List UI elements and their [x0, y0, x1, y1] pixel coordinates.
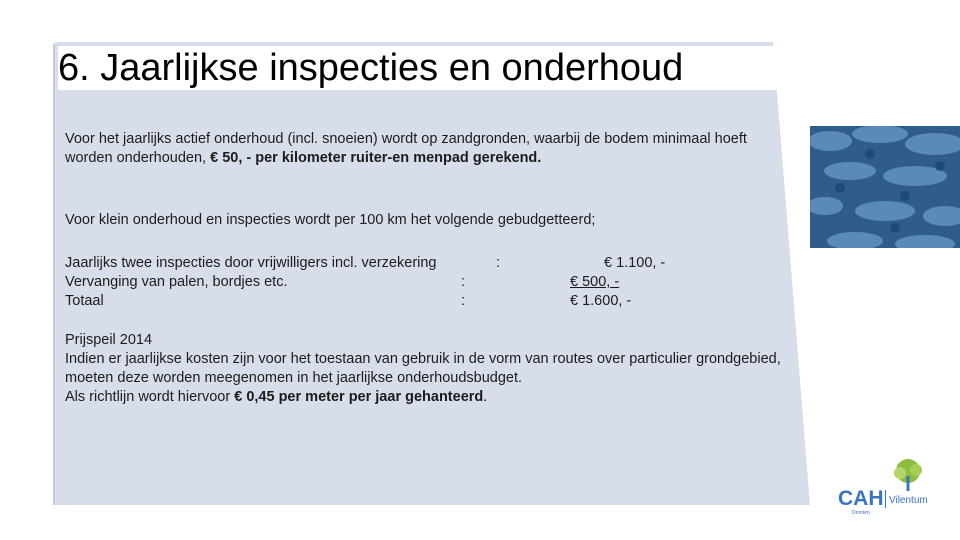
cost-amount-total: € 1.600, - [570, 293, 632, 309]
private-land-text: Indien er jaarlijkse kosten zijn voor het toestaan van gebruik in de vorm van routes over particulier grondgebied, moeten deze worden meegenomen in het jaarlijkse onderhoudsbudget. [65, 351, 781, 386]
cost-label: Totaal [65, 293, 104, 309]
cost-label: Vervanging van palen, bordjes etc. [65, 274, 288, 290]
paragraph-maintenance [65, 130, 785, 168]
logo-tree-icon [889, 458, 927, 494]
cost-amount: € 500, - [570, 274, 620, 290]
cost-amount: € 1.100, - [604, 255, 666, 271]
cost-colon: : [496, 255, 501, 271]
cost-colon: : [461, 293, 466, 309]
logo-name: Vilentum [889, 495, 928, 506]
slide-title: 6. Jaarlijkse inspecties en onderhoud [58, 46, 778, 90]
price-level-line: Prijspeil 2014 [65, 332, 153, 348]
tree-people-icon [810, 126, 960, 248]
guideline-text: Als richtlijn wordt hiervoor [65, 389, 235, 405]
paragraph-budget-intro: Voor klein onderhoud en inspecties wordt per 100 km het volgende gebudgetteerd; [65, 212, 596, 228]
logo-separator [885, 490, 886, 508]
logo-location: Dronten [852, 510, 870, 516]
guideline-rate: € 0,45 per meter per jaar gehanteerd [234, 389, 484, 405]
guideline-line [65, 388, 785, 407]
guideline-end: . [483, 389, 488, 405]
paragraph-price-level [65, 331, 785, 407]
logo-brand: CAH [838, 487, 884, 510]
cost-colon: : [461, 274, 466, 290]
cost-label: Jaarlijks twee inspecties door vrijwilligers incl. verzekering [65, 255, 437, 271]
paragraph-maintenance-text: Voor het jaarlijks actief onderhoud (incl. snoeien) wordt op zandgronden, waarbij de bodem minimaal hoeft worden onderhouden, [65, 131, 747, 166]
paragraph-maintenance-rate: € 50, - per kilometer ruiter-en menpad gerekend. [210, 150, 542, 166]
decorative-tree-graphic [810, 126, 960, 248]
